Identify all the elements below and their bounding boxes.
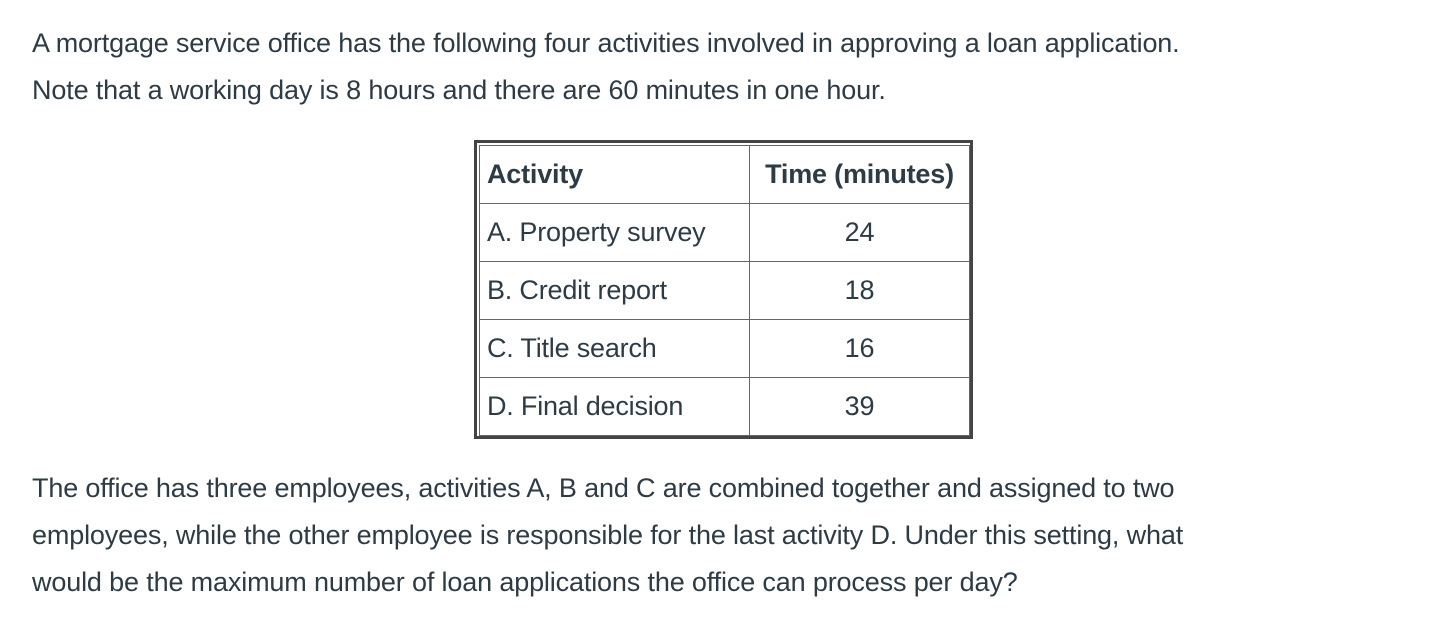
question-line-1: The office has three employees, activities A, B and C are combined together and assigned to two — [32, 473, 1175, 503]
time-cell: 18 — [750, 262, 970, 320]
intro-line-2: Note that a working day is 8 hours and there are 60 minutes in one hour. — [32, 75, 886, 105]
activity-cell: B. Credit report — [480, 262, 750, 320]
activity-table — [479, 145, 970, 436]
question-line-3: would be the maximum number of loan applications the office can process per day? — [32, 567, 1018, 597]
table-row — [480, 204, 970, 262]
intro-paragraph — [32, 20, 1417, 114]
time-cell: 24 — [750, 204, 970, 262]
activity-table-frame — [474, 140, 973, 439]
table-row — [480, 320, 970, 378]
table-row — [480, 378, 970, 436]
header-time: Time (minutes) — [750, 146, 970, 204]
intro-line-1: A mortgage service office has the following four activities involved in approving a loan application. — [32, 28, 1180, 58]
table-row — [480, 262, 970, 320]
table-header-row — [480, 146, 970, 204]
question-line-2: employees, while the other employee is responsible for the last activity D. Under this setting, what — [32, 520, 1184, 550]
question-paragraph — [32, 465, 1417, 606]
time-cell: 16 — [750, 320, 970, 378]
header-activity: Activity — [480, 146, 750, 204]
activity-cell: D. Final decision — [480, 378, 750, 436]
activity-cell: A. Property survey — [480, 204, 750, 262]
time-cell: 39 — [750, 378, 970, 436]
activity-cell: C. Title search — [480, 320, 750, 378]
